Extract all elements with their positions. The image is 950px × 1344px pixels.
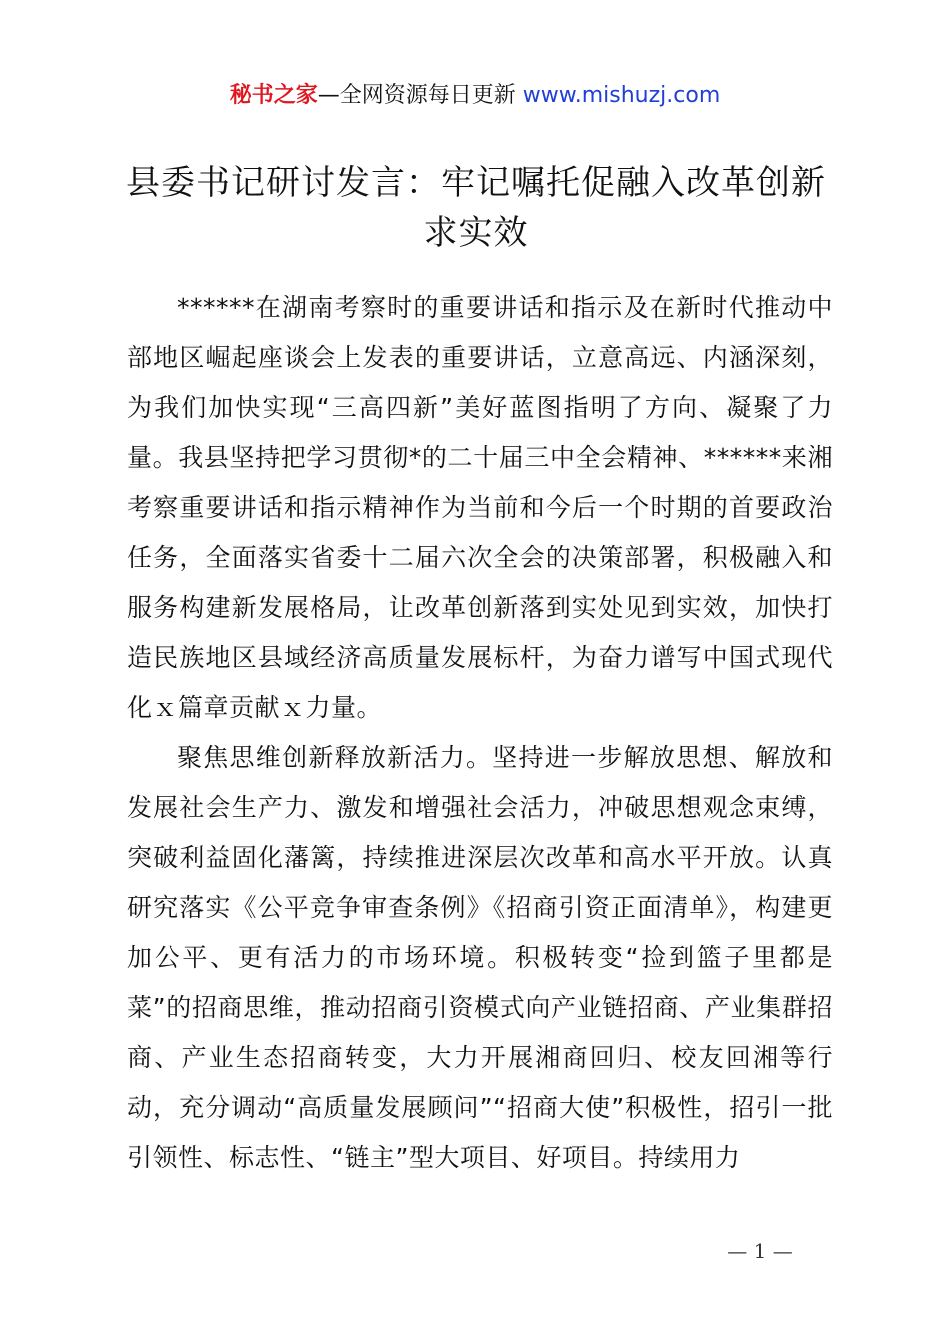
site-header — [0, 80, 950, 112]
paragraph-intro: ******在湖南考察时的重要讲话和指示及在新时代推动中部地区崛起座谈会上发表的重要讲话，立意高远、内涵深刻，为我们加快实现“三高四新”美好蓝图指明了方向、凝聚了力量。我县坚持把学习贯彻*的二十届三中全会精神、******来湘考察重要讲话和指示精神作为当前和今后一个时期的首要政治任务，全面落实省委十二届六次全会的决策部署，积极融入和服务构建新发展格局，让改革创新落到实处见到实效，加快打造民族地区县域经济高质量发展标杆，为奋力谱写中国式现代化ｘ篇章贡献ｘ力量。 — [127, 293, 833, 722]
paragraph-thinking-innovation: 聚焦思维创新释放新活力。坚持进一步解放思想、解放和发展社会生产力、激发和增强社会活力，冲破思想观念束缚，突破利益固化藩篱，持续推进深层次改革和高水平开放。认真研究落实《公平竞争审查条例》《招商引资正面清单》，构建更加公平、更有活力的市场环境。积极转变“捡到篮子里都是菜”的招商思维，推动招商引资模式向产业链招商、产业集群招商、产业生态招商转变，大力开展湘商回归、校友回湘等行动，充分调动“高质量发展顾问”“招商大使”积极性，招引一批引领性、标志性、“链主”型大项目、好项目。持续用力 — [127, 743, 833, 1172]
document-title: 县委书记研讨发言：牢记嘱托促融入改革创新求实效 — [126, 163, 826, 253]
page-number: — 1 — — [727, 1239, 793, 1263]
site-url-link[interactable]: www.mishuzj.com — [522, 83, 721, 108]
site-tagline: —全网资源每日更新 — [317, 83, 523, 108]
document-body — [127, 283, 833, 1183]
site-brand: 秘书之家 — [229, 83, 318, 108]
